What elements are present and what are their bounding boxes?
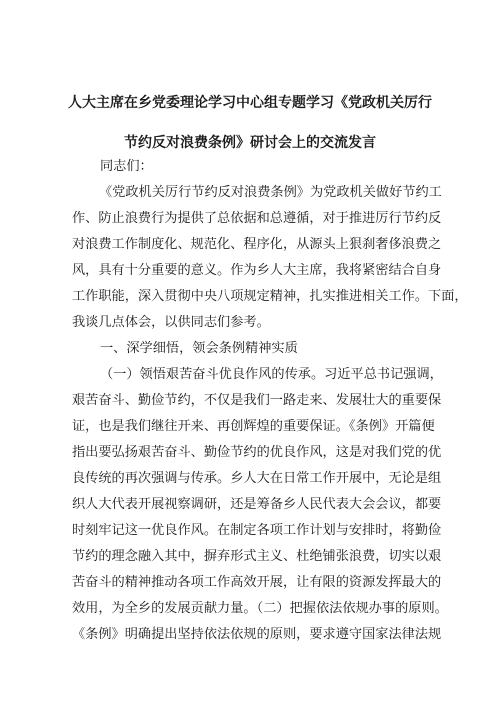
paragraph-line: （一）领悟艰苦奋斗优良作风的传承。习近平总书记强调， (100, 367, 443, 382)
section-heading: 一、深学细悟，领会条例精神实质 (100, 341, 298, 356)
paragraph-line: 风，具有十分重要的意义。作为乡人大主席，我将紧密结合自身 (72, 263, 442, 278)
paragraph-line: 艰苦奋斗、勤俭节约，不仅是我们一路走来、发展壮大的重要保 (72, 393, 442, 408)
document-title-line-2: 节约反对浪费条例》研讨会上的交流发言 (124, 135, 376, 151)
paragraph-line: 节约的理念融入其中，摒弃形式主义、杜绝铺张浪费，切实以艰 (72, 549, 442, 564)
paragraph-line: 《党政机关厉行节约反对浪费条例》为党政机关做好节约工 (99, 185, 442, 200)
paragraph-line: 工作职能，深入贯彻中央八项规定精神，扎实推进相关工作。下面， (72, 289, 468, 304)
paragraph-line: 指出要弘扬艰苦奋斗、勤俭节约的优良作风，这是对我们党的优 (72, 445, 442, 460)
document-title-line-1: 人大主席在乡党委理论学习中心组专题学习《党政机关厉行 (68, 95, 432, 111)
paragraph-line: 对浪费工作制度化、规范化、程序化，从源头上狠刹奢侈浪费之 (72, 237, 442, 252)
paragraph-line: 作、防止浪费行为提供了总依据和总遵循，对于推进厉行节约反 (72, 211, 442, 226)
paragraph-line: 织人大代表开展视察调研，还是筹备乡人民代表大会会议，都要 (72, 497, 442, 512)
paragraph-line: 证，也是我们继往开来、再创辉煌的重要保证。《条例》开篇便 (72, 419, 435, 434)
paragraph-line: 良传统的再次强调与传承。乡人大在日常工作开展中，无论是组 (72, 471, 442, 486)
paragraph-line: 我谈几点体会，以供同志们参考。 (72, 315, 270, 330)
paragraph-line: 时刻牢记这一优良作风。在制定各项工作计划与安排时，将勤俭 (72, 523, 442, 538)
paragraph-line: 苦奋斗的精神推动各项工作高效开展，让有限的资源发挥最大的 (72, 575, 442, 590)
paragraph-line: 效用，为全乡的发展贡献力量。（二）把握依法依规办事的原则。 (72, 601, 448, 616)
salutation: 同志们： (100, 159, 153, 174)
paragraph-line: 《条例》明确提出坚持依法依规的原则，要求遵守国家法律法规 (72, 627, 442, 642)
